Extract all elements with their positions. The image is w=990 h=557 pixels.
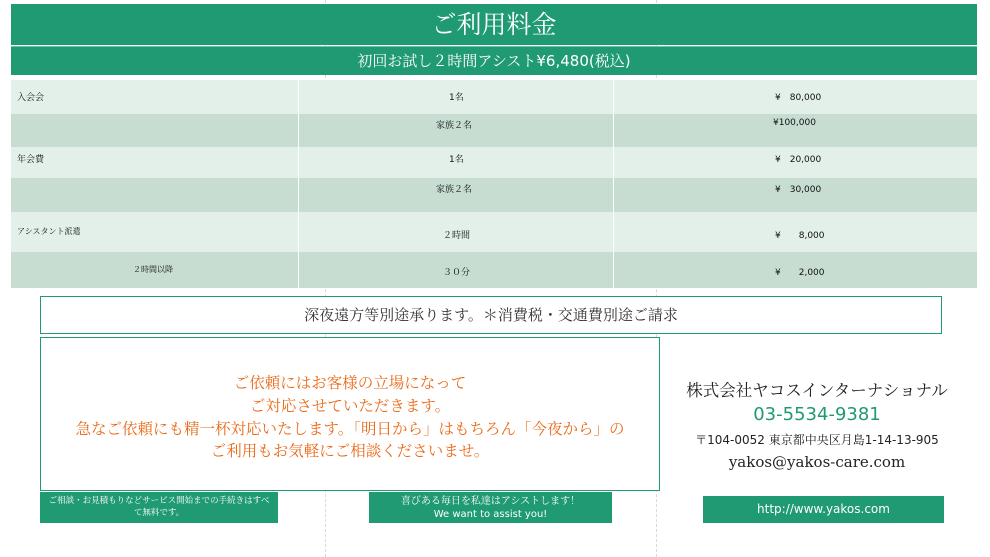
note-box: 深夜遠方等別途承ります。＊消費税・交通費別途ご請求 [40, 296, 942, 334]
table-row [11, 147, 977, 178]
row-label: ２時間以降 [133, 265, 173, 274]
table-row [11, 252, 977, 288]
row-quantity: 1名 [449, 155, 464, 165]
table-row [11, 80, 977, 114]
row-price: ¥100,000 [773, 118, 816, 128]
slogan-en: We want to assist you! [433, 509, 548, 520]
page-title: ご利用料金 [11, 4, 977, 45]
row-price: ¥ 30,000 [775, 185, 822, 195]
message-line: 急なご依頼にも精一杯対応いたします。「明日から」はもちろん「今夜から」の [75, 420, 625, 438]
row-quantity: ３０分 [443, 268, 471, 278]
price-table [11, 76, 977, 288]
row-quantity: 1名 [449, 93, 464, 103]
message-line: ご依頼にはお客様の立場になって [233, 374, 467, 392]
row-label: 年会費 [17, 155, 45, 165]
row-label: 入会会 [17, 93, 45, 103]
row-price: ¥ 8,000 [775, 231, 825, 241]
row-quantity: 家族２名 [436, 185, 473, 195]
slogan-jp: 喜びある毎日を私達はアシストします！ [400, 496, 581, 507]
company-name: 株式会社ヤコスインターナショナル [686, 381, 948, 400]
page-subtitle: 初回お試し２時間アシスト¥6,480(税込) [11, 46, 977, 75]
website-link[interactable]: http://www.yakos.com [703, 496, 944, 523]
table-row [11, 212, 977, 252]
row-price: ¥ 20,000 [775, 155, 822, 165]
table-row [11, 178, 977, 212]
row-quantity: ２時間 [443, 231, 471, 241]
slogan-banner [369, 492, 612, 523]
row-price: ¥ 2,000 [775, 268, 825, 278]
message-line: ご利用もお気軽にご相談くださいませ。 [210, 442, 490, 460]
message-line: ご対応させていただきます。 [249, 397, 451, 415]
consult-text-line: て無料です。 [133, 508, 185, 518]
consult-text-line: ご相談・お見積もりなどサービス開始までの手続きはすべ [48, 496, 270, 506]
row-quantity: 家族２名 [436, 121, 473, 131]
company-email[interactable]: yakos@yakos-care.com [728, 453, 906, 471]
company-phone[interactable]: 03-5534-9381 [753, 404, 881, 425]
company-address: 〒104-0052 東京都中央区月島1-14-13-905 [695, 433, 939, 447]
message-box [40, 337, 660, 491]
free-consultation-banner [40, 492, 278, 523]
table-row [11, 114, 977, 147]
row-label: アシスタント派遣 [17, 227, 81, 236]
row-price: ¥ 80,000 [775, 93, 822, 103]
